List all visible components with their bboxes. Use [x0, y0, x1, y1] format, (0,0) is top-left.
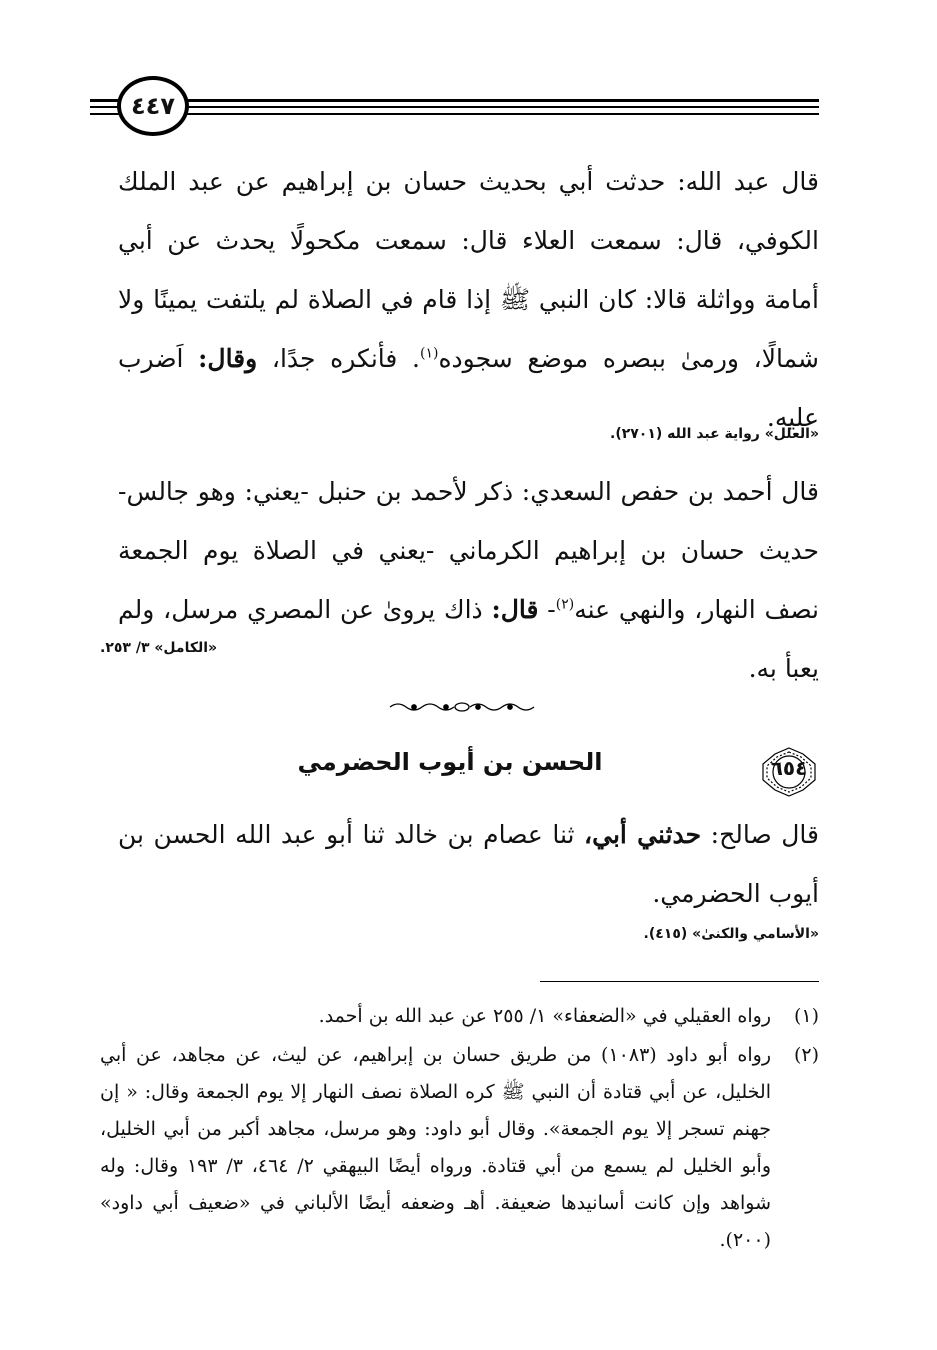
footnote-2 [100, 1037, 819, 1259]
entry-2-bold: قال: [491, 595, 539, 624]
entry-1-mid: . فأنكره جدًا، [257, 344, 420, 373]
footnote-1-text: رواه العقيلي في «الضعفاء» ١/ ٢٥٥ عن عبد الله بن أحمد. [318, 1005, 771, 1027]
footnote-ref-1: (١) [419, 345, 439, 362]
section-source: «الأسامي والكنىٰ» (٤١٥). [643, 926, 819, 942]
entry-1-bold: وقال: [198, 344, 258, 373]
ornament-divider-icon [388, 700, 536, 714]
page-number [117, 76, 189, 136]
entry-2-source: «الكامل» ٣/ ٢٥٣. [100, 640, 218, 656]
footnote-2-text: رواه أبو داود (١٠٨٣) من طريق حسان بن إبراهيم، عن ليث، عن مجاهد، عن أبي الخليل، عن أبي قتادة أن النبي ﷺ كره الصلاة نصف النهار إلا يوم الجمعة وقال: « إن جهنم تسجر إلا يوم الجمعة». وقال أبو داود: وهو مرسل، مجاهد أكبر من أبي الخليل، وأبو الخليل لم يسمع من أبي قتادة. ورواه أيضًا البيهقي ٢/ ٤٦٤، ٣/ ١٩٣ وقال: وله شواهد وإن كانت أسانيدها ضعيفة. أهـ وضعفه أيضًا الألباني في «ضعيف أبي داود» (٢٠٠). [100, 1044, 772, 1251]
entry-2-end: ذاك يروىٰ عن المصري مرسل، ولم يعبأ به. [118, 595, 819, 683]
page-number-text: ٤٤٧ [131, 92, 175, 120]
section-text-start: قال صالح: [701, 820, 819, 849]
footnote-separator [540, 981, 819, 982]
footnote-1 [100, 998, 819, 1035]
entry-1-end: اَضرب عليه. [118, 344, 819, 432]
header-rule-middle [90, 106, 819, 108]
footnote-ref-2: (٢) [555, 596, 575, 613]
header-rule-bottom [90, 113, 819, 115]
entry-2-main: قال أحمد بن حفص السعدي: ذكر لأحمد بن حنبل -يعني: وهو جالس- حديث حسان بن إبراهيم الكرماني -يعني في الصلاة يوم الجمعة نصف النهار، والنهي عنه [118, 477, 819, 624]
entry-1-source: «العلل» رواية عبد الله (٢٧٠١). [610, 426, 819, 442]
entry-1-text [118, 152, 819, 447]
section-text-bold: حدثني أبي، [584, 820, 702, 849]
section-text [118, 805, 819, 923]
entry-2-mid: - [538, 595, 556, 624]
footnote-2-mark: (٢) [793, 1044, 819, 1066]
footnote-1-mark: (١) [793, 1005, 819, 1027]
header-rule-top [90, 99, 819, 102]
entry-1-main: قال عبد الله: حدثت أبي بحديث حسان بن إبراهيم عن عبد الملك الكوفي، قال: سمعت العلاء قال: سمعت مكحولًا يحدث عن أبي أمامة وواثلة قالا: كان النبي ﷺ إذا قام في الصلاة لم يلتفت يمينًا ولا شمالًا، ورمىٰ ببصره موضع سجوده [118, 167, 819, 373]
section-text-end: ثنا عصام بن خالد ثنا أبو عبد الله الحسن بن أيوب الحضرمي. [118, 820, 819, 908]
section-title: الحسن بن أيوب الحضرمي [297, 748, 603, 776]
entry-2-text [118, 462, 819, 698]
section-number: ٦٥٤ [770, 756, 808, 780]
